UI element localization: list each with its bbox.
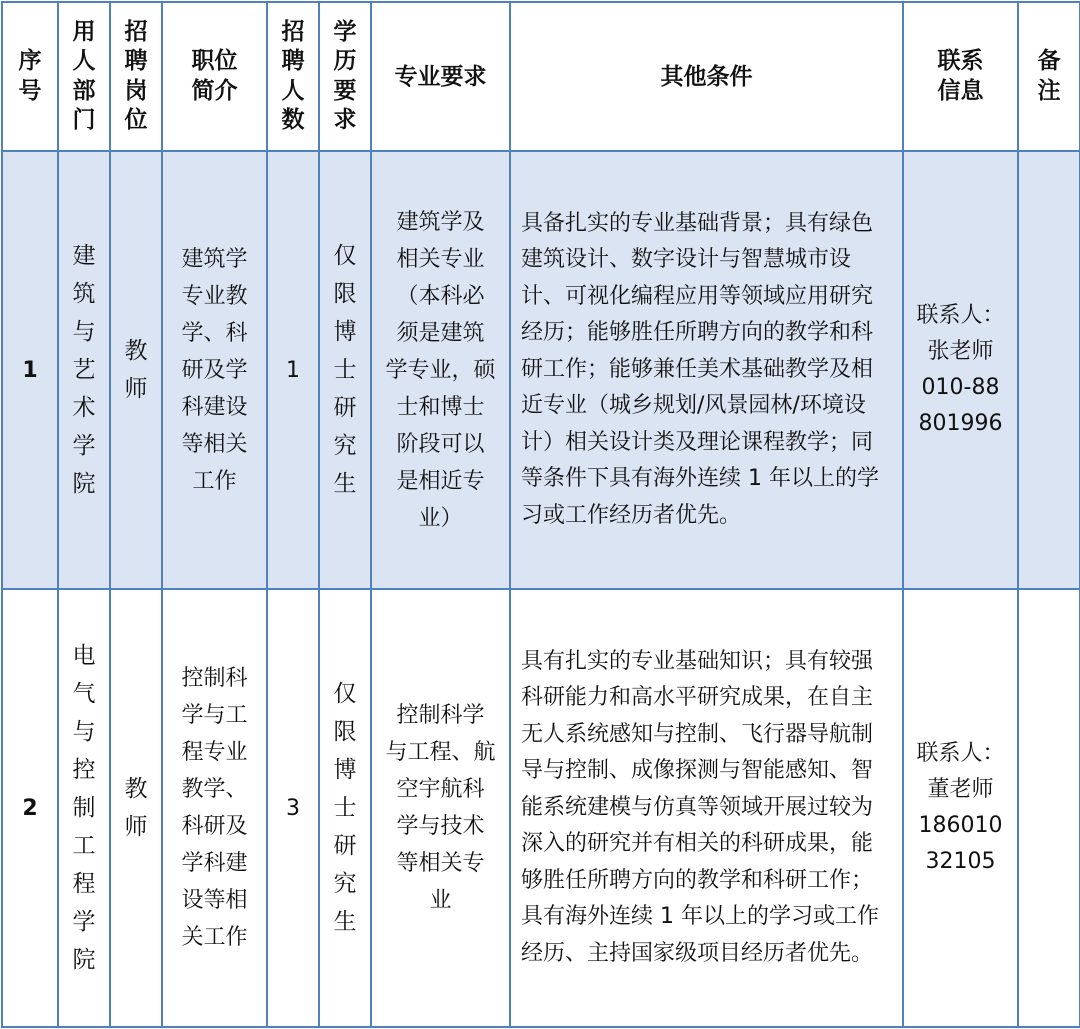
- cell-intro: 建筑学 专业教 学、科 研及学 科建设 等相关 工作: [162, 151, 267, 589]
- table-row: [2, 589, 1080, 1027]
- header-contact: 联系信息: [903, 2, 1018, 151]
- cell-count: 1: [267, 151, 319, 589]
- cell-major: 控制科学 与工程、航 空宇航科 学与技术 等相关专 业: [371, 589, 510, 1027]
- cell-post: 教师: [110, 589, 162, 1027]
- header-intro: 职位简介: [162, 2, 267, 151]
- cell-remark: [1018, 151, 1080, 589]
- cell-dept: 电气与控制工程学院: [58, 589, 110, 1027]
- recruitment-table-page: [0, 1, 1080, 1029]
- header-major: 专业要求: [371, 2, 510, 151]
- header-count: 招聘人数: [267, 2, 319, 151]
- header-other: 其他条件: [510, 2, 903, 151]
- cell-edu: 仅限博士研究生: [319, 151, 371, 589]
- cell-post: 教师: [110, 151, 162, 589]
- cell-contact: 联系人： 张老师 010-88 801996: [903, 151, 1018, 589]
- cell-seq: 1: [2, 151, 58, 589]
- table-body: [2, 151, 1080, 1027]
- cell-seq: 2: [2, 589, 58, 1027]
- cell-dept: 建筑与艺术学院: [58, 151, 110, 589]
- header-remark: 备注: [1018, 2, 1080, 151]
- header-row: [2, 2, 1080, 151]
- header-post: 招聘岗位: [110, 2, 162, 151]
- header-seq: 序号: [2, 2, 58, 151]
- cell-other: 具有扎实的专业基础知识；具有较强科研能力和高水平研究成果，在自主无人系统感知与控制、飞行器导航制导与控制、成像探测与智能感知、智能系统建模与仿真等领域开展过较为深入的研究并有相关的科研成果，能够胜任所聘方向的教学和科研工作；具有海外连续 1 年以上的学习或工作经历、主持国家级项目经历者优先。: [510, 589, 903, 1027]
- cell-remark: [1018, 589, 1080, 1027]
- cell-count: 3: [267, 589, 319, 1027]
- header-dept: 用人部门: [58, 2, 110, 151]
- table-row: [2, 151, 1080, 589]
- cell-major: 建筑学及 相关专业 （本科必 须是建筑 学专业，硕 士和博士 阶段可以 是相近专 业）: [371, 151, 510, 589]
- cell-contact: 联系人： 董老师 186010 32105: [903, 589, 1018, 1027]
- header-edu: 学历要求: [319, 2, 371, 151]
- recruitment-table: [1, 1, 1080, 1028]
- cell-edu: 仅限博士研究生: [319, 589, 371, 1027]
- table-header: [2, 2, 1080, 151]
- cell-other: 具备扎实的专业基础背景；具有绿色建筑设计、数字设计与智慧城市设计、可视化编程应用等领域应用研究经历；能够胜任所聘方向的教学和科研工作；能够兼任美术基础教学及相近专业（城乡规划/风景园林/环境设计）相关设计类及理论课程教学；同等条件下具有海外连续 1 年以上的学习或工作经历者优先。: [510, 151, 903, 589]
- cell-intro: 控制科 学与工 程专业 教学、 科研及 学科建 设等相 关工作: [162, 589, 267, 1027]
